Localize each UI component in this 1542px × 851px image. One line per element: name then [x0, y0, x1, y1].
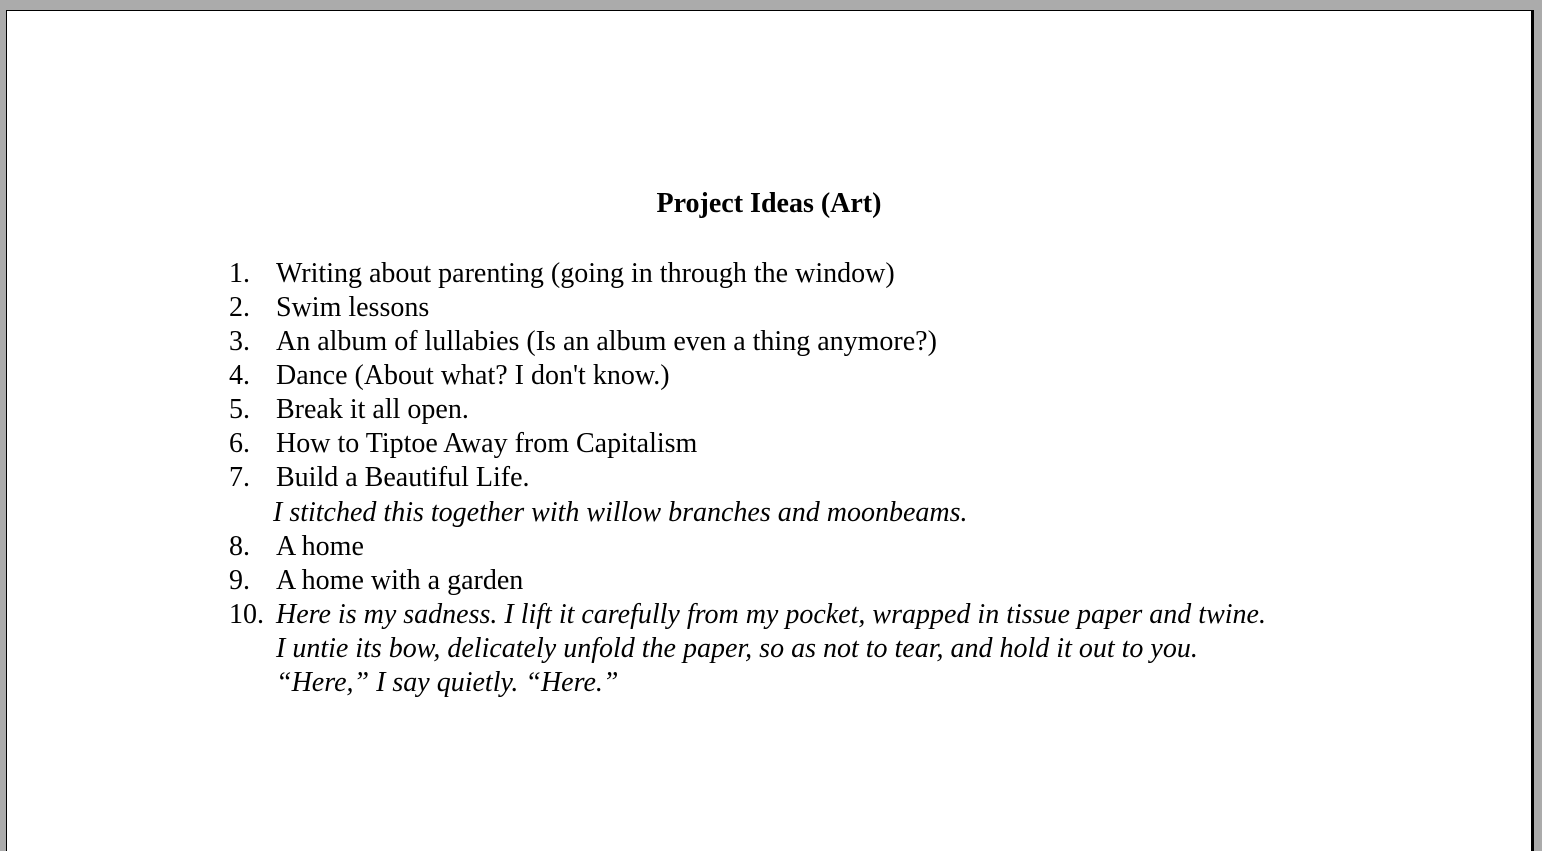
- list-item-1: [229, 257, 1429, 291]
- list-item-3: [229, 325, 1429, 359]
- list-item-text: Dance (About what? I don't know.): [276, 360, 670, 391]
- list-item-10: [229, 598, 1429, 700]
- list-number: 6.: [229, 428, 250, 459]
- list-number: 4.: [229, 360, 250, 391]
- list-item-text: An album of lullabies (Is an album even a thing anymore?): [276, 326, 937, 357]
- list-number: 7.: [229, 462, 250, 493]
- list-item-7: [229, 461, 1429, 530]
- list-item-4: [229, 359, 1429, 393]
- page-title: Project Ideas (Art): [656, 188, 882, 219]
- list-number: 9.: [229, 565, 250, 596]
- list-item-note: I stitched this together with willow branches and moonbeams.: [273, 497, 968, 528]
- list-item-text: Build a Beautiful Life.: [276, 462, 530, 493]
- list-item-text: Writing about parenting (going in through the window): [276, 258, 895, 289]
- list-number: 1.: [229, 258, 250, 289]
- list-item-line: I untie its bow, delicately unfold the paper, so as not to tear, and hold it out to you.: [276, 633, 1198, 664]
- list-item-6: [229, 427, 1429, 461]
- document-page: [6, 10, 1531, 851]
- list-number: 8.: [229, 531, 250, 562]
- list-item-8: [229, 530, 1429, 564]
- list-number: 5.: [229, 394, 250, 425]
- list-item-text: A home with a garden: [276, 565, 524, 596]
- list-item-text: A home: [276, 531, 364, 562]
- project-ideas-list: [229, 257, 1429, 700]
- list-item-text: Break it all open.: [276, 394, 469, 425]
- list-item-text: How to Tiptoe Away from Capitalism: [276, 428, 698, 459]
- list-item-5: [229, 393, 1429, 427]
- list-number: 10.: [229, 599, 264, 630]
- list-item-9: [229, 564, 1429, 598]
- list-number: 2.: [229, 292, 250, 323]
- list-item-text: Swim lessons: [276, 292, 430, 323]
- list-item-line: Here is my sadness. I lift it carefully from my pocket, wrapped in tissue paper and twine.: [276, 599, 1266, 630]
- list-item-line: “Here,” I say quietly. “Here.”: [276, 667, 619, 698]
- list-number: 3.: [229, 326, 250, 357]
- list-item-2: [229, 291, 1429, 325]
